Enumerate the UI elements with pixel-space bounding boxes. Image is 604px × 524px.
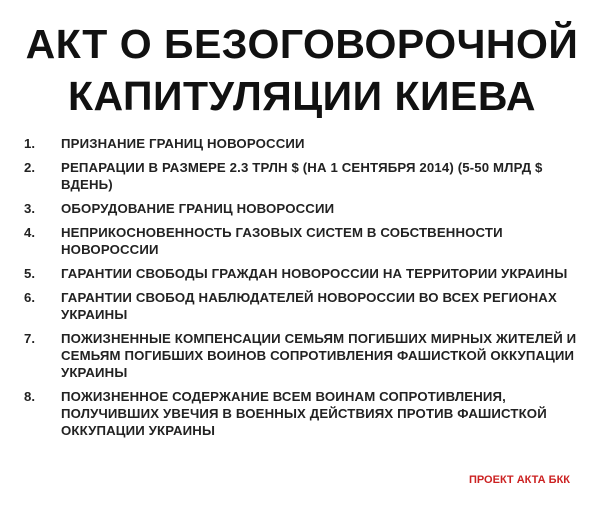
list-item-3 xyxy=(24,200,580,217)
item-number: 5. xyxy=(24,266,35,281)
item-text: ПОЖИЗНЕННЫЕ КОМПЕНСАЦИИ СЕМЬЯМ ПОГИБШИХ МИРНЫХ ЖИТЕЛЕЙ И СЕМЬЯМ ПОГИБШИХ ВОИНОВ СОПРОТИВЛЕНИЯ ФАШИСТКОЙ ОККУПАЦИИ УКРАИНЫ xyxy=(61,331,577,380)
list-item-4 xyxy=(24,224,580,258)
item-text: НЕПРИКОСНОВЕННОСТЬ ГАЗОВЫХ СИСТЕМ В СОБСТВЕННОСТИ НОВОРОССИИ xyxy=(61,225,503,257)
item-number: 4. xyxy=(24,225,35,240)
item-number: 6. xyxy=(24,290,35,305)
item-text: ГАРАНТИИ СВОБОД НАБЛЮДАТЕЛЕЙ НОВОРОССИИ ВО ВСЕХ РЕГИОНАХ УКРАИНЫ xyxy=(61,290,557,322)
item-number: 1. xyxy=(24,136,35,151)
item-text: ГАРАНТИИ СВОБОДЫ ГРАЖДАН НОВОРОССИИ НА ТЕРРИТОРИИ УКРАИНЫ xyxy=(61,266,568,281)
list-item-8 xyxy=(24,388,580,439)
item-text: РЕПАРАЦИИ В РАЗМЕРЕ 2.3 ТРЛН $ (НА 1 СЕНТЯБРЯ 2014) (5-50 МЛРД $ ВДЕНЬ) xyxy=(61,160,543,192)
title-line-2: КАПИТУЛЯЦИИ КИЕВА xyxy=(67,73,537,119)
item-text: ПОЖИЗНЕННОЕ СОДЕРЖАНИЕ ВСЕМ ВОИНАМ СОПРОТИВЛЕНИЯ, ПОЛУЧИВШИХ УВЕЧИЯ В ВОЕННЫХ ДЕЙСТВИЯХ ПРОТИВ ФАШИСТКОЙ ОККУПАЦИИ УКРАИНЫ xyxy=(61,389,547,438)
terms-list xyxy=(24,135,580,446)
item-number: 8. xyxy=(24,389,35,404)
item-text: ПРИЗНАНИЕ ГРАНИЦ НОВОРОССИИ xyxy=(61,136,305,151)
list-item-7 xyxy=(24,330,580,381)
item-number: 7. xyxy=(24,331,35,346)
list-item-1 xyxy=(24,135,580,152)
footer-caption: ПРОЕКТ АКТА БКК xyxy=(468,474,570,486)
title-line-1: АКТ О БЕЗОГОВОРОЧНОЙ xyxy=(25,21,579,67)
list-item-5 xyxy=(24,265,580,282)
item-number: 2. xyxy=(24,160,35,175)
document-title xyxy=(0,18,604,122)
item-text: ОБОРУДОВАНИЕ ГРАНИЦ НОВОРОССИИ xyxy=(61,201,335,216)
list-item-2 xyxy=(24,159,580,193)
item-number: 3. xyxy=(24,201,35,216)
list-item-6 xyxy=(24,289,580,323)
